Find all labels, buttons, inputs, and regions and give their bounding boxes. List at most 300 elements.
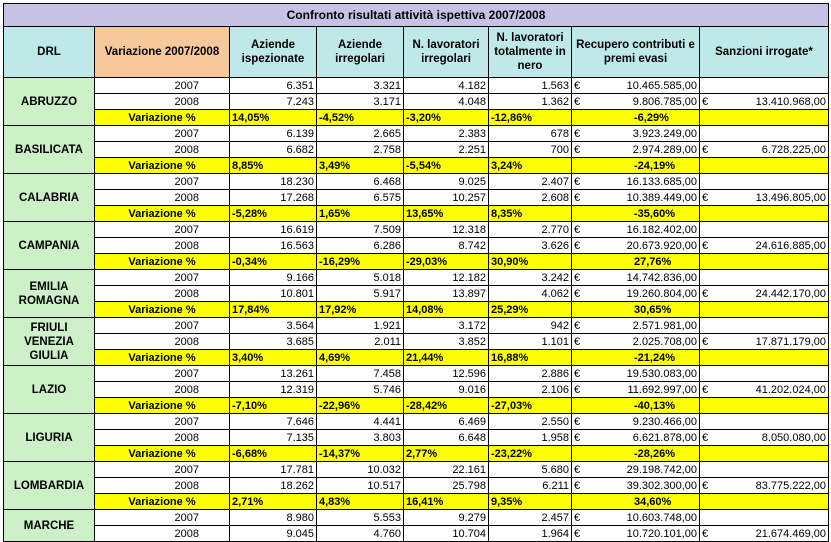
cell-sanzioni-value: 83.775.222,00 bbox=[755, 479, 826, 492]
cell-recupero-value: 3.923.249,00 bbox=[632, 127, 697, 140]
currency-symbol: € bbox=[574, 431, 581, 444]
year-label: 2007 bbox=[95, 510, 230, 526]
cell-irr: 5.917 bbox=[317, 286, 404, 302]
var-recupero: 34,60% bbox=[572, 494, 700, 510]
year-label: 2008 bbox=[95, 142, 230, 158]
cell-isp: 7.646 bbox=[230, 414, 317, 430]
region-name: LOMBARDIA bbox=[4, 462, 95, 510]
year-label: 2007 bbox=[95, 174, 230, 190]
cell-recupero bbox=[572, 270, 700, 286]
cell-lav: 3.172 bbox=[404, 318, 489, 334]
year-label: 2008 bbox=[95, 94, 230, 110]
var-isp: 17,84% bbox=[230, 302, 317, 318]
variazione-row bbox=[4, 206, 829, 222]
cell-recupero-value: 10.603.748,00 bbox=[626, 511, 697, 524]
cell-nero: 2.886 bbox=[489, 366, 572, 382]
cell-nero: 6.211 bbox=[489, 478, 572, 494]
table-row bbox=[4, 270, 829, 286]
cell-sanzioni-value: 13.410.968,00 bbox=[755, 95, 826, 108]
currency-symbol: € bbox=[574, 367, 581, 380]
cell-irr: 3.803 bbox=[317, 430, 404, 446]
currency-symbol: € bbox=[574, 239, 581, 252]
cell-recupero-value: 16.133.685,00 bbox=[626, 175, 697, 188]
cell-nero: 1.958 bbox=[489, 430, 572, 446]
currency-symbol: € bbox=[702, 527, 709, 540]
currency-symbol: € bbox=[574, 95, 581, 108]
cell-isp: 8.980 bbox=[230, 510, 317, 526]
table-row bbox=[4, 142, 829, 158]
cell-recupero-value: 9.230.466,00 bbox=[632, 415, 697, 428]
region-name: FRIULI VENEZIA GIULIA bbox=[4, 318, 95, 366]
cell-recupero bbox=[572, 366, 700, 382]
cell-sanzioni-value: 6.728.225,00 bbox=[761, 143, 826, 156]
var-sanzioni-empty bbox=[700, 206, 829, 222]
header-lavoratori-irregolari: N. lavoratori irregolari bbox=[404, 27, 489, 78]
region-name: LIGURIA bbox=[4, 414, 95, 462]
table-row bbox=[4, 366, 829, 382]
cell-recupero bbox=[572, 222, 700, 238]
cell-recupero bbox=[572, 174, 700, 190]
cell-lav: 6.648 bbox=[404, 430, 489, 446]
cell-sanzioni bbox=[700, 430, 829, 446]
table-row bbox=[4, 126, 829, 142]
cell-isp: 18.262 bbox=[230, 478, 317, 494]
table-row bbox=[4, 78, 829, 94]
var-lav: -5,54% bbox=[404, 158, 489, 174]
cell-recupero-value: 16.182.402,00 bbox=[626, 223, 697, 236]
var-isp: -7,10% bbox=[230, 398, 317, 414]
var-irr: -4,52% bbox=[317, 110, 404, 126]
currency-symbol: € bbox=[702, 143, 709, 156]
var-isp: -0,34% bbox=[230, 254, 317, 270]
cell-sanzioni-value: 17.871.179,00 bbox=[755, 335, 826, 348]
cell-isp: 9.045 bbox=[230, 526, 317, 542]
cell-lav: 4.048 bbox=[404, 94, 489, 110]
var-nero: -12,86% bbox=[489, 110, 572, 126]
region-name: CALABRIA bbox=[4, 174, 95, 222]
variazione-row bbox=[4, 446, 829, 462]
cell-nero: 5.680 bbox=[489, 462, 572, 478]
cell-isp: 9.166 bbox=[230, 270, 317, 286]
cell-sanzioni-value: 8.050.080,00 bbox=[761, 431, 826, 444]
var-isp: -6,68% bbox=[230, 446, 317, 462]
var-recupero: -40,13% bbox=[572, 398, 700, 414]
year-label: 2007 bbox=[95, 270, 230, 286]
currency-symbol: € bbox=[702, 287, 709, 300]
cell-sanzioni-empty bbox=[700, 126, 829, 142]
currency-symbol: € bbox=[574, 191, 581, 204]
cell-sanzioni-value: 24.616.885,00 bbox=[755, 239, 826, 252]
year-label: 2008 bbox=[95, 430, 230, 446]
header-aziende-irregolari: Aziende irregolari bbox=[317, 27, 404, 78]
year-label: 2007 bbox=[95, 78, 230, 94]
variazione-row bbox=[4, 302, 829, 318]
year-label: 2007 bbox=[95, 222, 230, 238]
cell-sanzioni-empty bbox=[700, 462, 829, 478]
cell-irr: 2.758 bbox=[317, 142, 404, 158]
var-lav: 21,44% bbox=[404, 350, 489, 366]
cell-nero: 2.106 bbox=[489, 382, 572, 398]
cell-recupero bbox=[572, 334, 700, 350]
table-row bbox=[4, 318, 829, 334]
var-isp: 8,85% bbox=[230, 158, 317, 174]
var-isp: 3,40% bbox=[230, 350, 317, 366]
var-irr: -22,96% bbox=[317, 398, 404, 414]
variazione-label: Variazione % bbox=[95, 446, 230, 462]
var-sanzioni-empty bbox=[700, 494, 829, 510]
currency-symbol: € bbox=[574, 127, 581, 140]
cell-recupero bbox=[572, 462, 700, 478]
cell-lav: 13.897 bbox=[404, 286, 489, 302]
currency-symbol: € bbox=[574, 415, 581, 428]
cell-sanzioni bbox=[700, 238, 829, 254]
var-lav: -29,03% bbox=[404, 254, 489, 270]
cell-isp: 17.268 bbox=[230, 190, 317, 206]
cell-sanzioni-empty bbox=[700, 510, 829, 526]
cell-lav: 12.182 bbox=[404, 270, 489, 286]
cell-isp: 16.619 bbox=[230, 222, 317, 238]
variazione-label: Variazione % bbox=[95, 158, 230, 174]
var-nero: -23,22% bbox=[489, 446, 572, 462]
variazione-row bbox=[4, 494, 829, 510]
cell-recupero bbox=[572, 414, 700, 430]
cell-recupero-value: 19.530.083,00 bbox=[626, 367, 697, 380]
year-label: 2007 bbox=[95, 462, 230, 478]
table-row bbox=[4, 238, 829, 254]
cell-sanzioni bbox=[700, 94, 829, 110]
cell-isp: 3.564 bbox=[230, 318, 317, 334]
cell-sanzioni-empty bbox=[700, 270, 829, 286]
header-aziende-ispezionate: Aziende ispezionate bbox=[230, 27, 317, 78]
cell-sanzioni-empty bbox=[700, 366, 829, 382]
year-label: 2007 bbox=[95, 318, 230, 334]
cell-recupero-value: 9.806.785,00 bbox=[632, 95, 697, 108]
cell-nero: 2.608 bbox=[489, 190, 572, 206]
variazione-label: Variazione % bbox=[95, 254, 230, 270]
table-row bbox=[4, 94, 829, 110]
table-row bbox=[4, 190, 829, 206]
year-label: 2008 bbox=[95, 190, 230, 206]
cell-recupero bbox=[572, 430, 700, 446]
header-drl: DRL bbox=[4, 27, 95, 78]
var-irr: 4,83% bbox=[317, 494, 404, 510]
cell-lav: 9.016 bbox=[404, 382, 489, 398]
var-nero: 25,29% bbox=[489, 302, 572, 318]
cell-recupero bbox=[572, 318, 700, 334]
region-name: BASILICATA bbox=[4, 126, 95, 174]
cell-recupero bbox=[572, 238, 700, 254]
cell-recupero-value: 2.974.289,00 bbox=[632, 143, 697, 156]
currency-symbol: € bbox=[702, 383, 709, 396]
cell-nero: 678 bbox=[489, 126, 572, 142]
var-sanzioni-empty bbox=[700, 398, 829, 414]
table-row bbox=[4, 382, 829, 398]
cell-recupero bbox=[572, 190, 700, 206]
cell-recupero-value: 19.260.804,00 bbox=[626, 287, 697, 300]
currency-symbol: € bbox=[574, 335, 581, 348]
cell-recupero-value: 2.571.981,00 bbox=[632, 319, 697, 332]
cell-lav: 4.182 bbox=[404, 78, 489, 94]
cell-lav: 9.279 bbox=[404, 510, 489, 526]
cell-recupero-value: 2.025.708,00 bbox=[632, 335, 697, 348]
table-row bbox=[4, 174, 829, 190]
var-recupero: -28,26% bbox=[572, 446, 700, 462]
cell-isp: 6.351 bbox=[230, 78, 317, 94]
cell-sanzioni-value: 21.674.469,00 bbox=[755, 527, 826, 540]
year-label: 2008 bbox=[95, 478, 230, 494]
var-recupero: 27,76% bbox=[572, 254, 700, 270]
cell-sanzioni-empty bbox=[700, 174, 829, 190]
cell-irr: 5.553 bbox=[317, 510, 404, 526]
cell-lav: 12.318 bbox=[404, 222, 489, 238]
cell-recupero-value: 29.198.742,00 bbox=[626, 463, 697, 476]
currency-symbol: € bbox=[574, 79, 581, 92]
year-label: 2007 bbox=[95, 414, 230, 430]
year-label: 2008 bbox=[95, 238, 230, 254]
year-label: 2008 bbox=[95, 382, 230, 398]
var-nero: 3,24% bbox=[489, 158, 572, 174]
cell-recupero bbox=[572, 286, 700, 302]
year-label: 2008 bbox=[95, 286, 230, 302]
cell-recupero-value: 10.720.101,00 bbox=[626, 527, 697, 540]
cell-sanzioni bbox=[700, 190, 829, 206]
cell-isp: 17.781 bbox=[230, 462, 317, 478]
cell-irr: 1.921 bbox=[317, 318, 404, 334]
var-irr: 4,69% bbox=[317, 350, 404, 366]
cell-isp: 13.261 bbox=[230, 366, 317, 382]
var-lav: 16,41% bbox=[404, 494, 489, 510]
var-recupero: -21,24% bbox=[572, 350, 700, 366]
variazione-label: Variazione % bbox=[95, 110, 230, 126]
table-body bbox=[4, 78, 829, 542]
cell-nero: 700 bbox=[489, 142, 572, 158]
var-sanzioni-empty bbox=[700, 158, 829, 174]
cell-sanzioni-empty bbox=[700, 78, 829, 94]
cell-recupero bbox=[572, 510, 700, 526]
cell-nero: 3.626 bbox=[489, 238, 572, 254]
variazione-label: Variazione % bbox=[95, 302, 230, 318]
var-sanzioni-empty bbox=[700, 254, 829, 270]
table-row bbox=[4, 462, 829, 478]
cell-sanzioni-empty bbox=[700, 222, 829, 238]
var-irr: 3,49% bbox=[317, 158, 404, 174]
currency-symbol: € bbox=[702, 335, 709, 348]
var-nero: 30,90% bbox=[489, 254, 572, 270]
cell-irr: 10.032 bbox=[317, 462, 404, 478]
inspection-comparison-table bbox=[3, 3, 829, 542]
table-title: Confronto risultati attività ispettiva 2007/2008 bbox=[4, 4, 829, 27]
cell-irr: 10.517 bbox=[317, 478, 404, 494]
cell-nero: 2.457 bbox=[489, 510, 572, 526]
var-sanzioni-empty bbox=[700, 350, 829, 366]
cell-irr: 5.746 bbox=[317, 382, 404, 398]
var-isp: 14,05% bbox=[230, 110, 317, 126]
var-irr: -16,29% bbox=[317, 254, 404, 270]
var-lav: 13,65% bbox=[404, 206, 489, 222]
cell-recupero-value: 6.621.878,00 bbox=[632, 431, 697, 444]
cell-sanzioni-empty bbox=[700, 414, 829, 430]
currency-symbol: € bbox=[574, 223, 581, 236]
cell-recupero bbox=[572, 478, 700, 494]
currency-symbol: € bbox=[702, 431, 709, 444]
table-row bbox=[4, 286, 829, 302]
var-lav: -3,20% bbox=[404, 110, 489, 126]
cell-sanzioni-value: 24.442.170,00 bbox=[755, 287, 826, 300]
cell-sanzioni bbox=[700, 286, 829, 302]
cell-irr: 5.018 bbox=[317, 270, 404, 286]
cell-recupero bbox=[572, 78, 700, 94]
cell-sanzioni bbox=[700, 526, 829, 542]
cell-lav: 9.025 bbox=[404, 174, 489, 190]
region-name: MARCHE bbox=[4, 510, 95, 542]
variazione-row bbox=[4, 398, 829, 414]
cell-irr: 6.468 bbox=[317, 174, 404, 190]
table-row bbox=[4, 334, 829, 350]
currency-symbol: € bbox=[574, 287, 581, 300]
cell-sanzioni-empty bbox=[700, 318, 829, 334]
currency-symbol: € bbox=[574, 175, 581, 188]
currency-symbol: € bbox=[574, 527, 581, 540]
var-sanzioni-empty bbox=[700, 446, 829, 462]
var-lav: 14,08% bbox=[404, 302, 489, 318]
var-lav: 2,77% bbox=[404, 446, 489, 462]
cell-lav: 8.742 bbox=[404, 238, 489, 254]
cell-recupero bbox=[572, 382, 700, 398]
cell-isp: 12.319 bbox=[230, 382, 317, 398]
variazione-row bbox=[4, 110, 829, 126]
var-nero: 16,88% bbox=[489, 350, 572, 366]
cell-recupero bbox=[572, 142, 700, 158]
currency-symbol: € bbox=[574, 463, 581, 476]
cell-recupero-value: 39.302.300,00 bbox=[626, 479, 697, 492]
cell-lav: 25.798 bbox=[404, 478, 489, 494]
cell-irr: 2.011 bbox=[317, 334, 404, 350]
cell-nero: 1.362 bbox=[489, 94, 572, 110]
cell-sanzioni-value: 13.496.805,00 bbox=[755, 191, 826, 204]
var-recupero: 30,65% bbox=[572, 302, 700, 318]
year-label: 2008 bbox=[95, 334, 230, 350]
var-nero: 9,35% bbox=[489, 494, 572, 510]
var-recupero: -24,19% bbox=[572, 158, 700, 174]
var-isp: -5,28% bbox=[230, 206, 317, 222]
cell-sanzioni-value: 41.202.024,00 bbox=[755, 383, 826, 396]
year-label: 2008 bbox=[95, 526, 230, 542]
table-row bbox=[4, 430, 829, 446]
var-isp: 2,71% bbox=[230, 494, 317, 510]
cell-nero: 1.964 bbox=[489, 526, 572, 542]
variazione-label: Variazione % bbox=[95, 398, 230, 414]
table-row bbox=[4, 510, 829, 526]
region-name: CAMPANIA bbox=[4, 222, 95, 270]
region-name: ABRUZZO bbox=[4, 78, 95, 126]
currency-symbol: € bbox=[702, 95, 709, 108]
cell-isp: 6.682 bbox=[230, 142, 317, 158]
cell-irr: 3.171 bbox=[317, 94, 404, 110]
cell-irr: 3.321 bbox=[317, 78, 404, 94]
header-variazione: Variazione 2007/2008 bbox=[95, 27, 230, 78]
cell-isp: 6.139 bbox=[230, 126, 317, 142]
table-row bbox=[4, 222, 829, 238]
variazione-label: Variazione % bbox=[95, 206, 230, 222]
var-irr: 1,65% bbox=[317, 206, 404, 222]
var-recupero: -6,29% bbox=[572, 110, 700, 126]
cell-recupero-value: 10.465.585,00 bbox=[626, 79, 697, 92]
region-name: LAZIO bbox=[4, 366, 95, 414]
header-lavoratori-nero: N. lavoratori totalmente in nero bbox=[489, 27, 572, 78]
cell-isp: 7.243 bbox=[230, 94, 317, 110]
table-row bbox=[4, 478, 829, 494]
cell-nero: 942 bbox=[489, 318, 572, 334]
var-nero: 8,35% bbox=[489, 206, 572, 222]
cell-recupero-value: 14.742.836,00 bbox=[626, 271, 697, 284]
region-name: EMILIA ROMAGNA bbox=[4, 270, 95, 318]
cell-isp: 18.230 bbox=[230, 174, 317, 190]
var-irr: -14,37% bbox=[317, 446, 404, 462]
cell-irr: 7.458 bbox=[317, 366, 404, 382]
currency-symbol: € bbox=[702, 239, 709, 252]
currency-symbol: € bbox=[574, 479, 581, 492]
cell-recupero-value: 11.692.997,00 bbox=[627, 383, 697, 396]
cell-nero: 2.407 bbox=[489, 174, 572, 190]
table-row bbox=[4, 526, 829, 542]
cell-lav: 6.469 bbox=[404, 414, 489, 430]
cell-isp: 3.685 bbox=[230, 334, 317, 350]
variazione-row bbox=[4, 254, 829, 270]
cell-recupero bbox=[572, 94, 700, 110]
currency-symbol: € bbox=[702, 479, 709, 492]
cell-irr: 7.509 bbox=[317, 222, 404, 238]
cell-nero: 4.062 bbox=[489, 286, 572, 302]
cell-lav: 2.383 bbox=[404, 126, 489, 142]
table-row bbox=[4, 414, 829, 430]
cell-recupero-value: 20.673.920,00 bbox=[626, 239, 697, 252]
cell-sanzioni bbox=[700, 478, 829, 494]
cell-isp: 16.563 bbox=[230, 238, 317, 254]
cell-lav: 10.704 bbox=[404, 526, 489, 542]
currency-symbol: € bbox=[574, 319, 581, 332]
currency-symbol: € bbox=[702, 191, 709, 204]
cell-irr: 6.575 bbox=[317, 190, 404, 206]
cell-lav: 2.251 bbox=[404, 142, 489, 158]
cell-lav: 12.596 bbox=[404, 366, 489, 382]
variazione-row bbox=[4, 350, 829, 366]
cell-irr: 4.760 bbox=[317, 526, 404, 542]
cell-isp: 10.801 bbox=[230, 286, 317, 302]
var-nero: -27,03% bbox=[489, 398, 572, 414]
cell-isp: 7.135 bbox=[230, 430, 317, 446]
var-irr: 17,92% bbox=[317, 302, 404, 318]
var-lav: -28,42% bbox=[404, 398, 489, 414]
cell-nero: 2.550 bbox=[489, 414, 572, 430]
year-label: 2007 bbox=[95, 126, 230, 142]
cell-sanzioni bbox=[700, 382, 829, 398]
cell-recupero bbox=[572, 126, 700, 142]
cell-irr: 6.286 bbox=[317, 238, 404, 254]
year-label: 2007 bbox=[95, 366, 230, 382]
currency-symbol: € bbox=[574, 143, 581, 156]
cell-lav: 22.161 bbox=[404, 462, 489, 478]
cell-recupero-value: 10.389.449,00 bbox=[626, 191, 697, 204]
variazione-row bbox=[4, 158, 829, 174]
header-sanzioni: Sanzioni irrogate* bbox=[700, 27, 829, 78]
var-sanzioni-empty bbox=[700, 110, 829, 126]
cell-lav: 3.852 bbox=[404, 334, 489, 350]
cell-irr: 2.665 bbox=[317, 126, 404, 142]
cell-nero: 3.242 bbox=[489, 270, 572, 286]
cell-sanzioni bbox=[700, 142, 829, 158]
header-recupero: Recupero contributi e premi evasi bbox=[572, 27, 700, 78]
currency-symbol: € bbox=[574, 271, 581, 284]
